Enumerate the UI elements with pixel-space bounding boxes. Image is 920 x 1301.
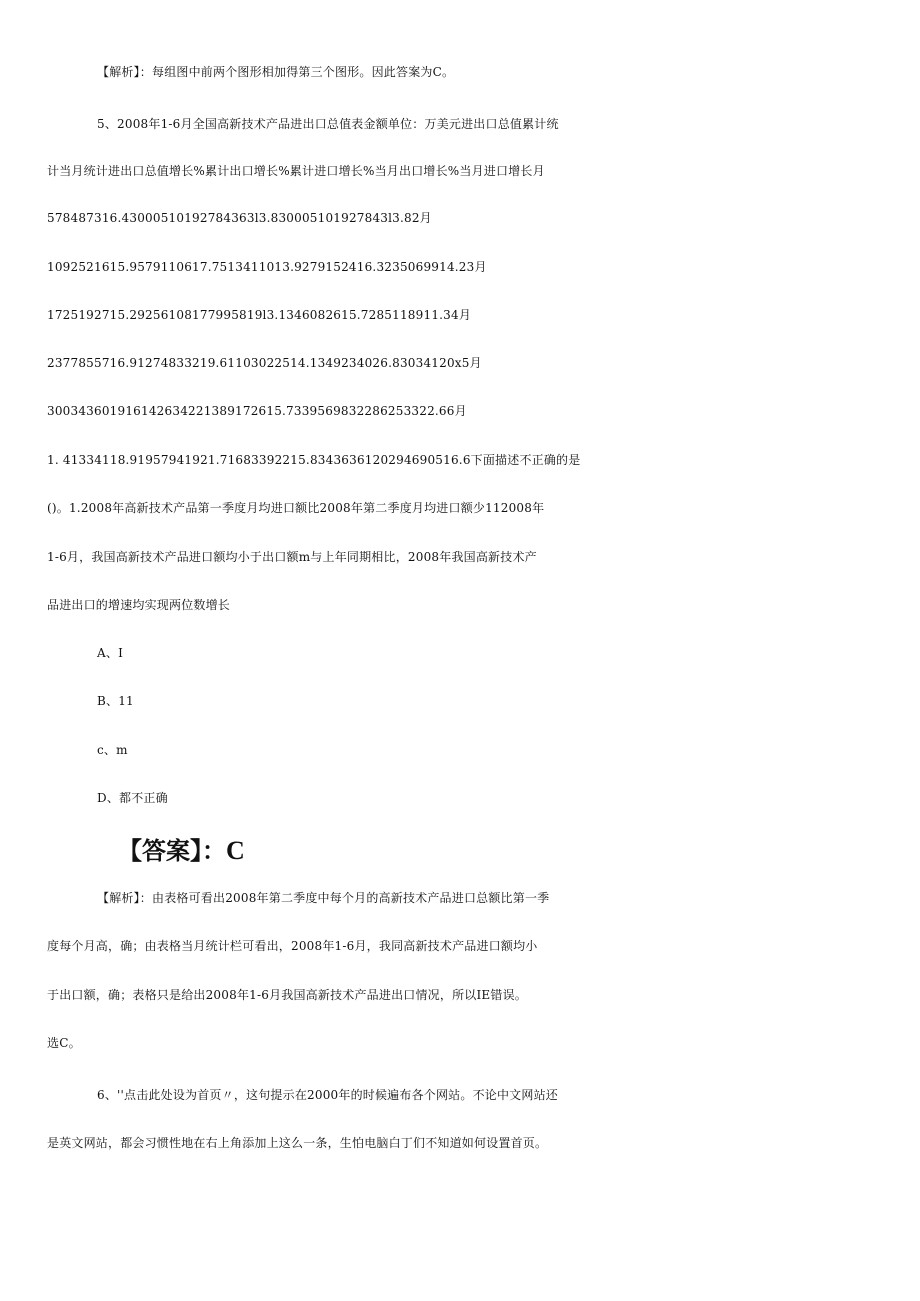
q5-line-5: 1725192715.29256108177995819l3.1346082615.7285118911.34月 — [47, 308, 472, 322]
q6-line-2: 是英文网站，都会习惯性地在右上角添加上这么一条，生怕电脑白丁们不知道如何设置首页。 — [47, 1136, 548, 1150]
explanation-q5-line-3: 于出口额，确；表格只是给出2008年1-6月我国高新技术产品进出口情况，所以IE错误。 — [47, 988, 527, 1002]
q5-line-6: 2377855716.91274833219.61103022514.1349234026.83034120x5月 — [47, 356, 482, 370]
q6-line-1: 6、''点击此处设为首页〃，这句提示在2000年的时候遍布各个网站。不论中文网站还 — [97, 1088, 558, 1102]
q5-line-10: 1-6月，我国高新技术产品进口额均小于出口额m与上年同期相比，2008年我国高新技术产 — [47, 550, 537, 564]
explanation-q5-line-2: 度每个月高，确；由表格当月统计栏可看出，2008年1-6月，我同高新技术产品进口额均小 — [47, 939, 538, 953]
option-b: B、11 — [97, 694, 134, 708]
answer-value: C — [226, 836, 245, 865]
q5-line-9: ()。1.2008年高新技术产品第一季度月均进口额比2008年第二季度月均进口额少112008年 — [47, 501, 545, 515]
q5-line-3: 578487316.43000510192784363l3.830005101927843l3.82月 — [47, 211, 432, 225]
option-c: c、m — [97, 743, 128, 757]
option-a: A、I — [97, 646, 124, 660]
explanation-q5-line-1: 【解析】：由表格可看出2008年第二季度中每个月的高新技术产品进口总额比第一季 — [97, 891, 550, 905]
q5-line-2: 计当月统计进出口总值增长%累计出口增长%累计进口增长%当月出口增长%当月进口增长月 — [47, 164, 545, 178]
explanation-q5-line-4: 选C。 — [47, 1036, 81, 1050]
q5-line-7: 300343601916142634221389172615.7339569832286253322.66月 — [47, 404, 467, 418]
answer-label: 【答案】： — [118, 837, 226, 865]
q5-line-4: 1092521615.957911061​7.7513411013.9279152416.3235069914.23月 — [47, 260, 487, 274]
explanation-q4: 【解析】：每组图中前两个图形相加得第三个图形。因此答案为C。 — [97, 65, 455, 79]
q5-line-8: 1. 41334118.91957941921.71683392215.834363612029469051​6.6下面描述不正确的是 — [47, 453, 581, 467]
q5-line-1: 5、2008年1-6月全国高新技术产品进出口总值表金额单位：万美元进出口总值累计统 — [97, 117, 559, 131]
option-d: D、都不正确 — [97, 791, 168, 805]
answer-heading — [118, 836, 245, 866]
q5-line-11: 品进出口的增速均实现两位数增长 — [47, 598, 231, 612]
